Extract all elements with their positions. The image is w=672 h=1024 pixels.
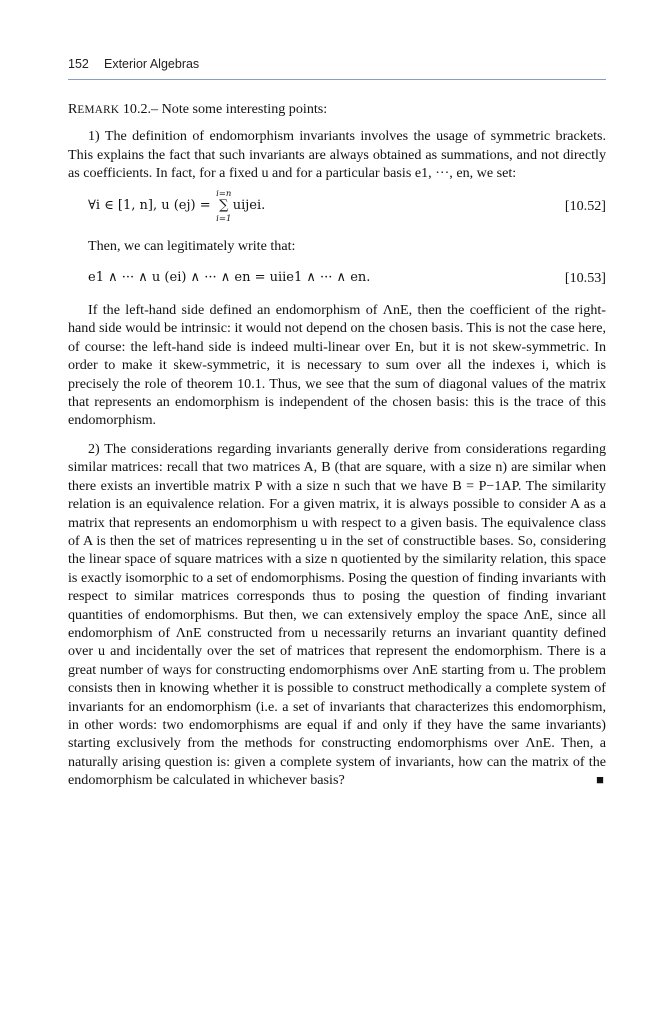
point2-text: 2) The considerations regarding invariants generally derive from considerations regarding similar matrices: recall that two matrices A, B (that are square, with a size n) are similar when there exists an invertible matrix P with a size n such that we have B = P−1AP. The similarity relation is an equivalence relation. For a given matrix, it is always possible to consider A as a matrix that represents an endomorphism u with respect to a given basis. The equivalence class of A is then the set of matrices representing u in the set of constructible bases. So, considering the linear space of square matrices with a size n quotiented by the similarity relation, this space is exactly isomorphic to a set of endomorphisms. Posing the question of finding invariants with respect to similar matrices corresponds thus to posing the question of finding invariant quantities of endomorphisms. But then, we can extensively employ the space ΛnE, since all endomorphism of ΛnE constructed from u necessarily returns an invariant quantity defined over u and incidentally over the set of matrices that represent the endomorphism. There is a great number of ways for constructing endomorphisms over ΛnE starting from u. The problem consists then in knowing whether it is possible to construct methodically a complete system of invariants for an endomorphism (i.e. a set of invariants that characterizes this endomorphism, in other words: two endomorphisms are equal if and only if they have the same invariants) starting exclusively from the methods for constructing endomorphisms over ΛnE. Then, a naturally arising question is: given a complete system of invariants, how can the matrix of the endomorphism be calculated in whichever basis? — [68, 440, 606, 789]
sum-lower-limit: i=1 — [216, 213, 232, 224]
running-header — [68, 57, 606, 80]
running-title: Exterior Algebras — [104, 57, 200, 71]
remark-label-initial: R — [68, 101, 78, 117]
point1-paragraph: 1) The definition of endomorphism invariants involves the usage of symmetric brackets. This explains the fact that such invariants are always obtained as summations, and not directly as coefficients. In fact, for a fixed u and for a particular basis e1, ···, en, we set: — [68, 128, 606, 182]
equation-10-53-expression: e1 ∧ ··· ∧ u (ei) ∧ ··· ∧ en = uiie1 ∧ ··· ∧ en. — [88, 270, 371, 286]
page-body — [68, 100, 606, 790]
equation-10-52-number: [10.52] — [564, 197, 606, 214]
end-of-proof-symbol: ■ — [596, 772, 604, 788]
equation-10-53-number: [10.53] — [564, 270, 606, 287]
remark-label-rest: EMARK — [77, 104, 120, 116]
sum-sign: ∑ — [219, 197, 229, 213]
remark-intro: – Note some interesting points: — [151, 101, 328, 117]
page-number: 152 — [68, 57, 89, 71]
equation-10-52-right: uijei. — [232, 197, 266, 213]
sum-upper-limit: i=n — [216, 188, 232, 199]
point1-paragraph-continued: If the left-hand side defined an endomorphism of ΛnE, then the coefficient of the right-hand side would be intrinsic: it would not depend on the chosen basis. This is not the case here, of course: the left-hand side is indeed multi-linear over En, but it is not skew-symmetric. In order to make it skew-symmetric, it is necessary to sum over all the indexes i, which is precisely the role of theorem 10.1. Thus, we see that the sum of diagonal values of the matrix that represents an endomorphism is independent of the chosen basis: this is the trace of this endomorphism. — [68, 302, 606, 429]
remark-heading — [68, 100, 606, 119]
equation-10-52-left: ∀i ∈ [1, n], u (ej) = — [88, 197, 215, 213]
summation-symbol — [215, 188, 233, 224]
equation-10-53 — [68, 269, 606, 287]
then-paragraph: Then, we can legitimately write that: — [88, 237, 296, 254]
equation-10-52 — [68, 188, 606, 224]
point2-paragraph — [68, 440, 606, 790]
equation-10-52-expression — [88, 188, 266, 224]
remark-number: 10.2. — [122, 101, 152, 117]
